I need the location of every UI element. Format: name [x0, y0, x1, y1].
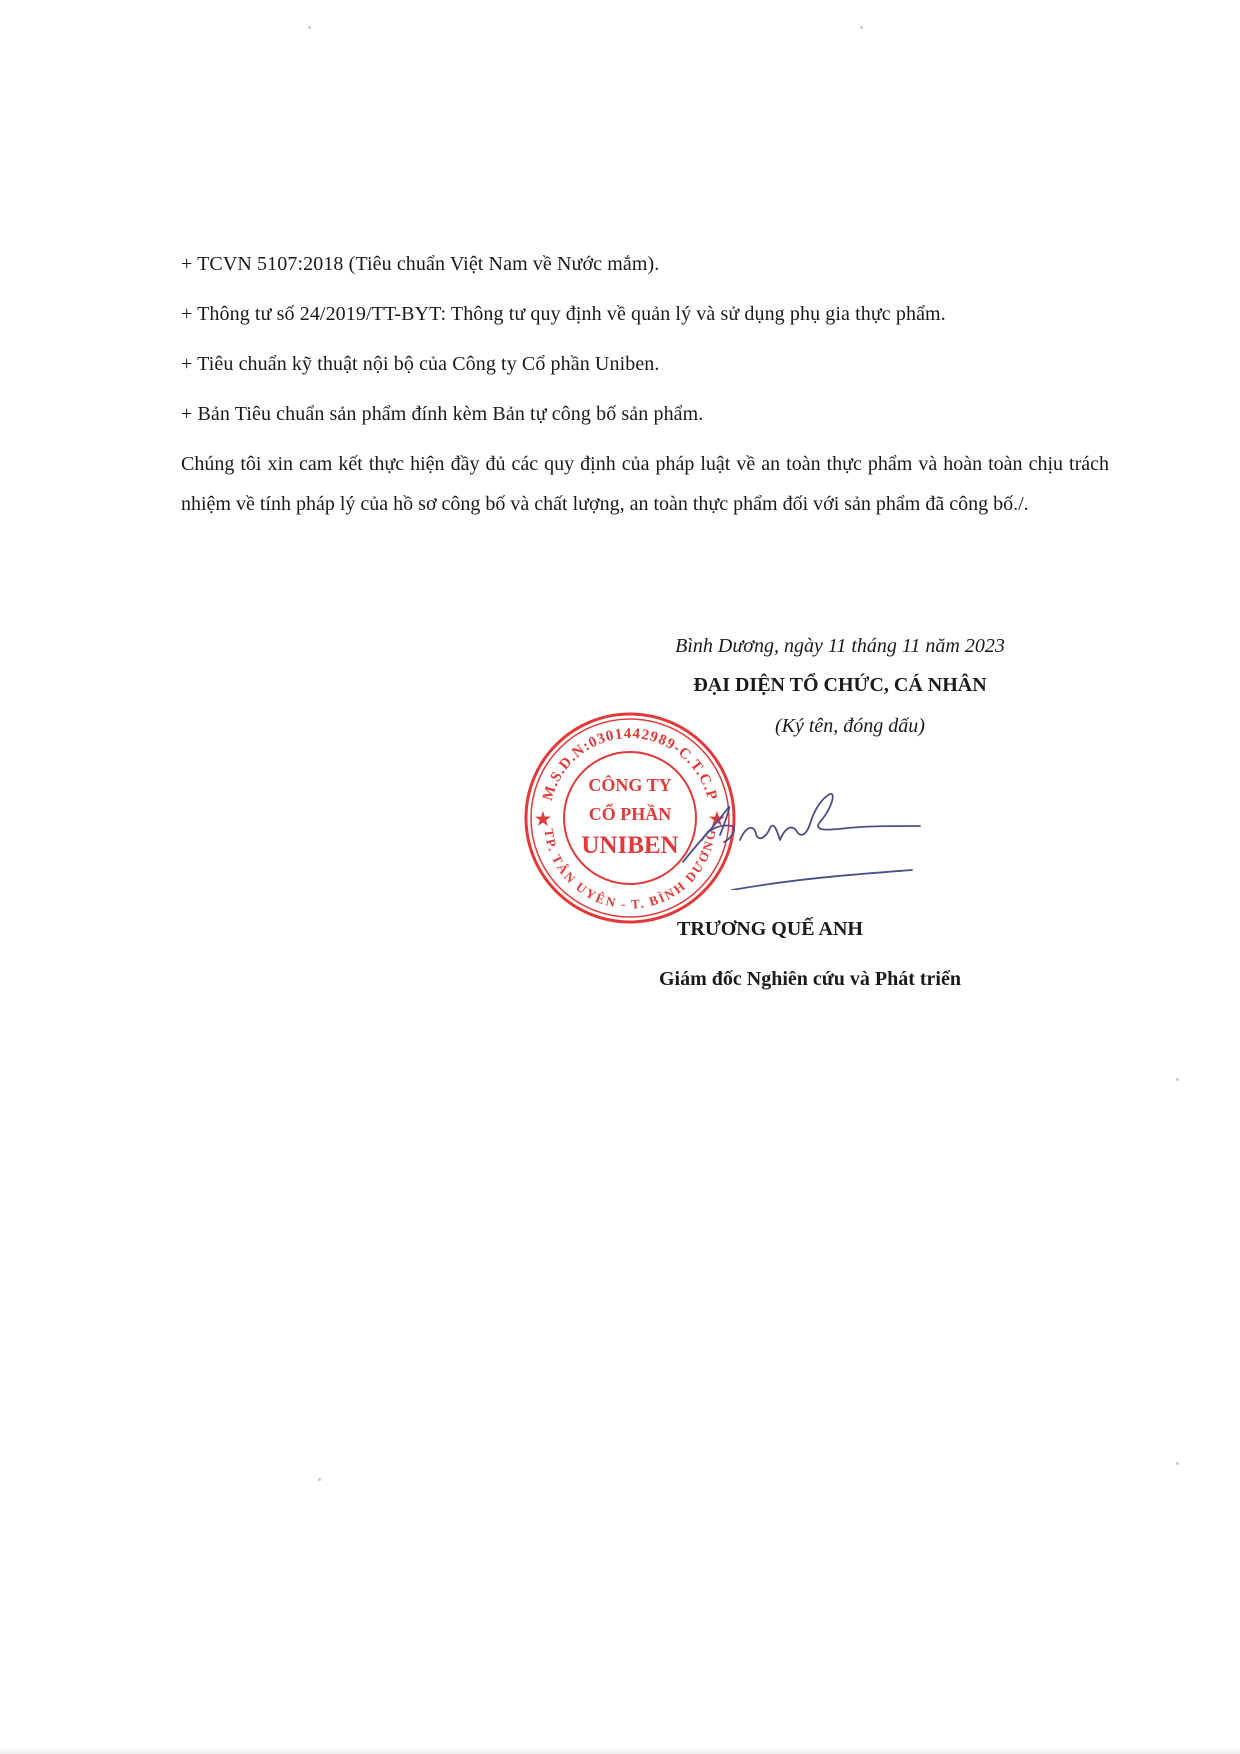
scan-bottom-edge	[0, 1748, 1240, 1754]
sign-instruction: (Ký tên, đóng dấu)	[775, 715, 925, 737]
scan-speck	[1176, 1078, 1179, 1081]
scan-speck	[1176, 1462, 1179, 1465]
signer-position: Giám đốc Nghiên cứu và Phát triển	[659, 968, 961, 990]
scan-speck	[308, 26, 311, 29]
seal-line-1: CÔNG TY	[588, 775, 672, 795]
place-date: Bình Dương, ngày 11 tháng 11 năm 2023	[675, 635, 1005, 657]
regulation-item: + Bản Tiêu chuẩn sản phẩm đính kèm Bản tự công bố sản phẩm.	[181, 403, 704, 425]
seal-star-icon: ★	[534, 809, 552, 829]
seal-star-icon: ★	[708, 809, 726, 829]
seal-line-2: CỔ PHẦN	[588, 804, 672, 824]
signer-name: TRƯƠNG QUẾ ANH	[677, 918, 863, 940]
representative-title: ĐẠI DIỆN TỔ CHỨC, CÁ NHÂN	[693, 674, 987, 696]
seal-outer-text-top: M.S.D.N:0301442989-C.T.C.P	[539, 725, 720, 803]
handwritten-signature	[680, 780, 1000, 890]
regulation-item: + TCVN 5107:2018 (Tiêu chuẩn Việt Nam về Nước mắm).	[181, 253, 660, 275]
seal-line-3: UNIBEN	[581, 832, 679, 859]
scan-speck	[860, 26, 863, 29]
regulation-item: + Tiêu chuẩn kỹ thuật nội bộ của Công ty Cổ phần Uniben.	[181, 353, 660, 375]
seal-outer-text-bottom: TP. TÂN UYÊN - T. BÌNH DƯƠNG	[541, 827, 719, 912]
commitment-paragraph: Chúng tôi xin cam kết thực hiện đầy đủ các quy định của pháp luật về an toàn thực phẩm và hoàn toàn chịu trách nhiệm về tính pháp lý của hồ sơ công bố và chất lượng, an toàn thực phẩm đối với sản phẩm đã công bố./.	[181, 453, 1109, 515]
regulation-item: + Thông tư số 24/2019/TT-BYT: Thông tư quy định về quản lý và sử dụng phụ gia thực phẩm.	[181, 303, 946, 325]
scan-speck	[318, 1478, 321, 1481]
